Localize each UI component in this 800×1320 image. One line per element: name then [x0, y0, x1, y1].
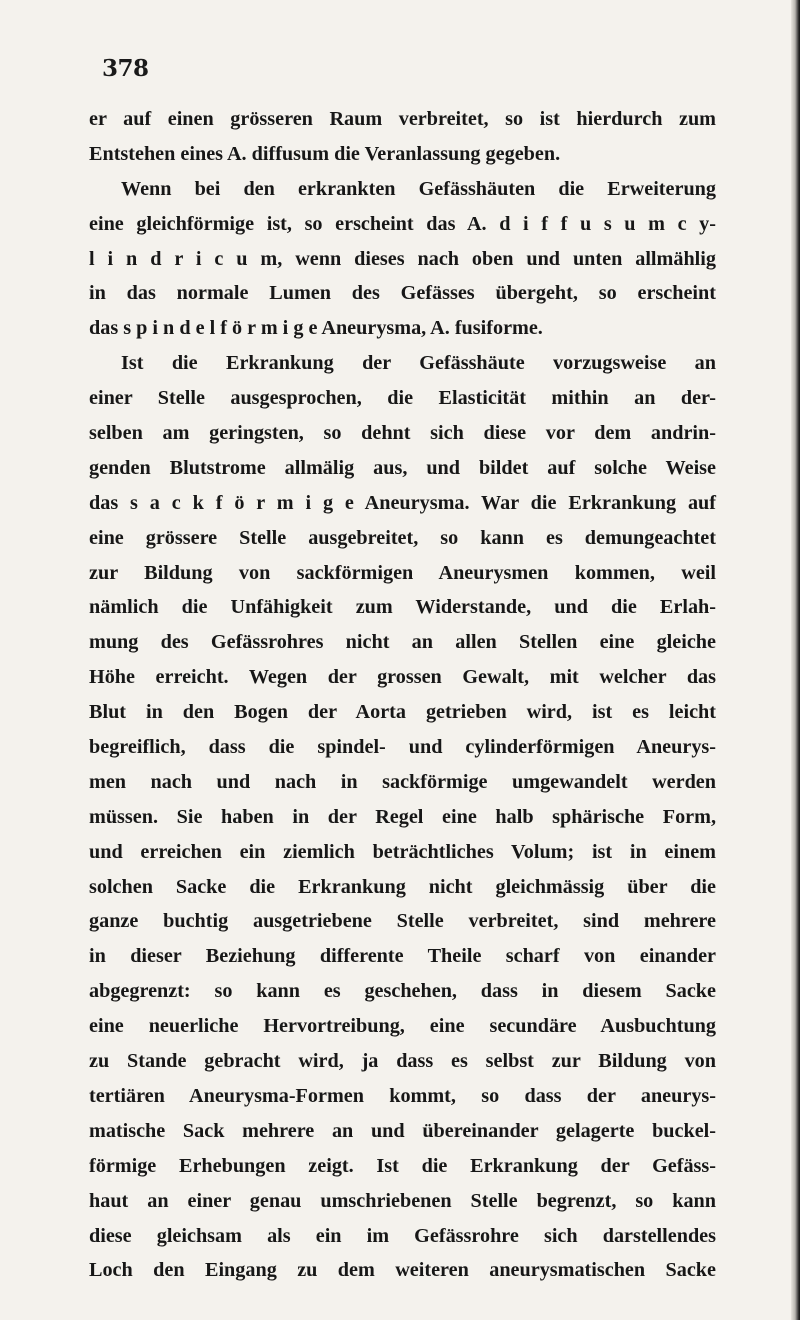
text-line: genden Blutstrome allmälig aus, und bildet auf solche Weise — [89, 456, 716, 479]
text-line: matische Sack mehrere an und übereinander gelagerte buckel- — [89, 1119, 716, 1142]
text-line: das s p i n d e l f ö r m i g e Aneurysma, A. fusiforme. — [89, 317, 543, 340]
text-line: Höhe erreicht. Wegen der grossen Gewalt, mit welcher das — [89, 666, 716, 689]
text-line: tertiären Aneurysma-Formen kommt, so dass der aneurys- — [89, 1084, 716, 1107]
text-line: abgegrenzt: so kann es geschehen, dass in diesem Sacke — [89, 980, 716, 1003]
text-line: Entstehen eines A. diffusum die Veranlassung gegeben. — [89, 142, 561, 165]
body-text — [89, 102, 716, 1288]
text-line: eine grössere Stelle ausgebreitet, so kann es demungeachtet — [89, 526, 716, 549]
page-number: 378 — [102, 55, 149, 82]
text-line: förmige Erhebungen zeigt. Ist die Erkrankung der Gefäss- — [89, 1154, 716, 1177]
text-line: mung des Gefässrohres nicht an allen Stellen eine gleiche — [89, 631, 716, 654]
text-line: zu Stande gebracht wird, ja dass es selbst zur Bildung von — [89, 1050, 716, 1073]
text-line: Loch den Eingang zu dem weiteren aneurysmatischen Sacke — [89, 1259, 716, 1282]
text-line: Blut in den Bogen der Aorta getrieben wird, ist es leicht — [89, 701, 716, 724]
text-line: solchen Sacke die Erkrankung nicht gleichmässig über die — [89, 875, 716, 898]
text-line: haut an einer genau umschriebenen Stelle begrenzt, so kann — [89, 1189, 716, 1212]
text-line: und erreichen ein ziemlich beträchtliches Volum; ist in einem — [89, 840, 716, 863]
text-line: begreiflich, dass die spindel- und cylinderförmigen Aneurys- — [89, 736, 716, 759]
page-edge-shadow — [791, 0, 800, 1320]
text-line: das s a c k f ö r m i g e Aneurysma. War die Erkrankung auf — [89, 491, 716, 514]
text-line: er auf einen grösseren Raum verbreitet, so ist hierdurch zum — [89, 108, 716, 130]
text-line: nämlich die Unfähigkeit zum Widerstande, und die Erlah- — [89, 596, 716, 619]
text-line: in dieser Beziehung differente Theile scharf von einander — [89, 945, 716, 968]
text-line: l i n d r i c u m, wenn dieses nach oben und unten allmählig — [89, 247, 716, 270]
text-line: Ist die Erkrankung der Gefässhäute vorzugsweise an — [121, 352, 716, 375]
text-line: zur Bildung von sackförmigen Aneurysmen kommen, weil — [89, 561, 716, 584]
text-line: Wenn bei den erkrankten Gefässhäuten die Erweiterung — [121, 177, 716, 200]
text-line: diese gleichsam als ein im Gefässrohre sich darstellendes — [89, 1224, 716, 1247]
text-line: ganze buchtig ausgetriebene Stelle verbreitet, sind mehrere — [89, 910, 716, 933]
text-line: müssen. Sie haben in der Regel eine halb sphärische Form, — [89, 805, 716, 828]
text-line: in das normale Lumen des Gefässes übergeht, so erscheint — [89, 282, 716, 305]
text-line: men nach und nach in sackförmige umgewandelt werden — [89, 770, 716, 793]
text-line: eine neuerliche Hervortreibung, eine secundäre Ausbuchtung — [89, 1015, 716, 1038]
text-line: selben am geringsten, so dehnt sich diese vor dem andrin- — [89, 422, 716, 445]
text-line: einer Stelle ausgesprochen, die Elasticität mithin an der- — [89, 387, 716, 410]
text-line: eine gleichförmige ist, so erscheint das A. d i f f u s u m c y- — [89, 212, 716, 235]
